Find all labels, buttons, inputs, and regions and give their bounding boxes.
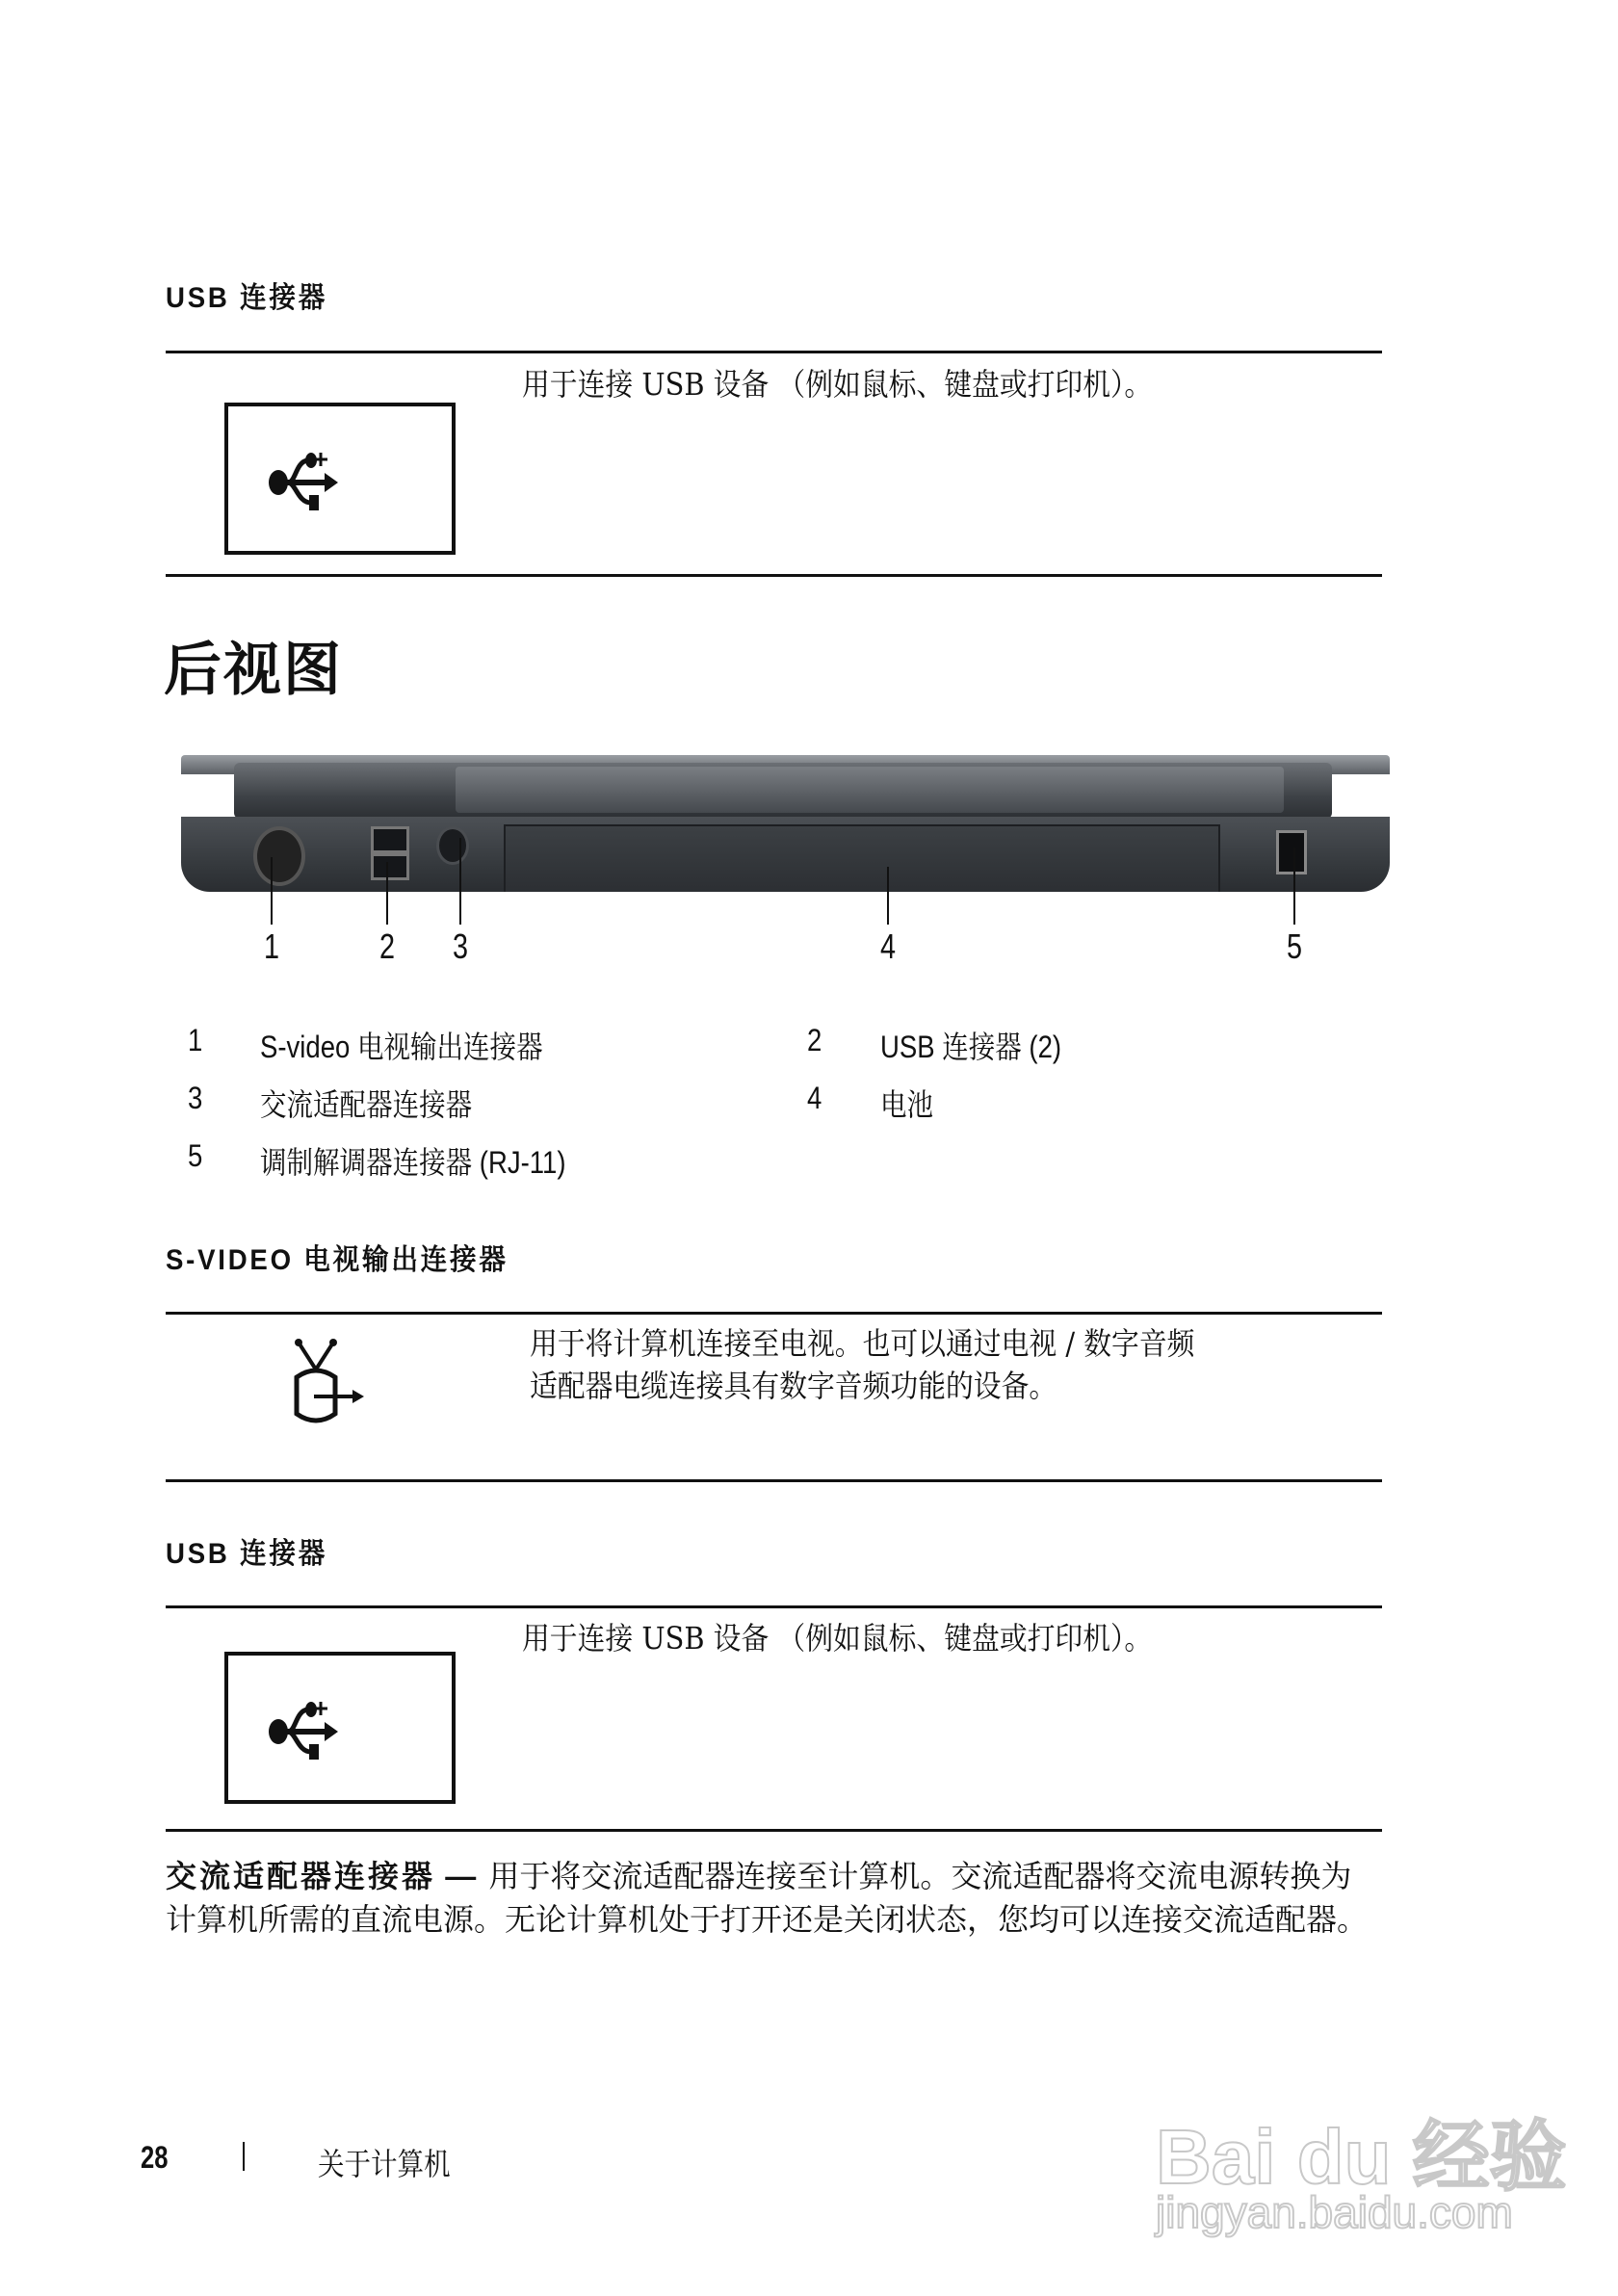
callout-line [386,862,388,925]
footer-separator [243,2142,245,2171]
legend-label: USB 连接器 (2) [880,1030,1062,1064]
chapter-title: 关于计算机 [318,2147,451,2181]
callout-number: 5 [1286,926,1303,966]
s-video-port [253,826,305,886]
legend-label: 电池 [880,1087,934,1122]
callout-line [887,867,889,925]
table-bottom-rule [166,574,1382,577]
page-title-rear-view: 后视图 [164,638,343,702]
ac-adapter-text: 用于将交流适配器连接至计算机。交流适配器将交流电源转换为计算机所需的直流电源。无论计算机处于打开还是关闭状态，您均可以连接交流适配器。 [166,1858,1369,1938]
usb-description: 用于连接 USB 设备 （例如鼠标、键盘或打印机）。 [522,1620,1153,1657]
usb-icon [228,406,452,551]
legend-label: S-video 电视输出连接器 [260,1030,543,1064]
usb-icon-box [224,403,456,555]
callout-number: 2 [378,926,396,966]
page-number: 28 [141,2140,169,2175]
section-heading-usb: USB 连接器 [166,282,328,314]
baidu-watermark-logo: Bai du 经验 [1156,2114,1567,2200]
legend-label: 交流适配器连接器 [260,1087,473,1122]
callout-number: 1 [263,926,280,966]
callout-number: 4 [879,926,897,966]
ac-adapter-port [436,826,469,865]
section-heading-svideo: S-VIDEO 电视输出连接器 [166,1244,509,1276]
legend-label: 调制解调器连接器 (RJ-11) [260,1145,566,1180]
laptop-rear-image [176,749,1396,903]
ac-adapter-term: 交流适配器连接器 [166,1859,436,1893]
ac-adapter-paragraph [166,1855,1382,1942]
usb-icon [228,1656,452,1800]
legend-number: 5 [188,1138,203,1173]
battery [504,824,1220,892]
modem-port [1276,830,1307,874]
svideo-description-line: 用于将计算机连接至电视。也可以通过电视 / 数字音频 [530,1325,1195,1362]
callout-line [459,838,461,925]
em-dash: — [445,1859,480,1893]
callout-number: 3 [452,926,469,966]
usb-port [371,826,409,853]
legend-number: 1 [188,1023,203,1057]
table-bottom-rule [166,1829,1382,1832]
usb-icon-box [224,1652,456,1804]
callout-line [1293,848,1295,925]
tv-out-icon [289,1337,404,1433]
table-top-rule [166,1605,1382,1608]
table-top-rule [166,351,1382,353]
legend-number: 4 [807,1081,822,1115]
usb-port [371,853,409,880]
usb-description: 用于连接 USB 设备 （例如鼠标、键盘或打印机）。 [522,366,1153,403]
legend-number: 2 [807,1023,822,1057]
table-bottom-rule [166,1479,1382,1482]
legend-number: 3 [188,1081,203,1115]
callout-line [271,857,273,925]
baidu-watermark-url: jingyan.baidu.com [1156,2187,1513,2237]
table-top-rule [166,1312,1382,1315]
section-heading-usb: USB 连接器 [166,1538,328,1570]
svideo-description-line: 适配器电缆连接具有数字音频功能的设备。 [530,1368,1057,1404]
